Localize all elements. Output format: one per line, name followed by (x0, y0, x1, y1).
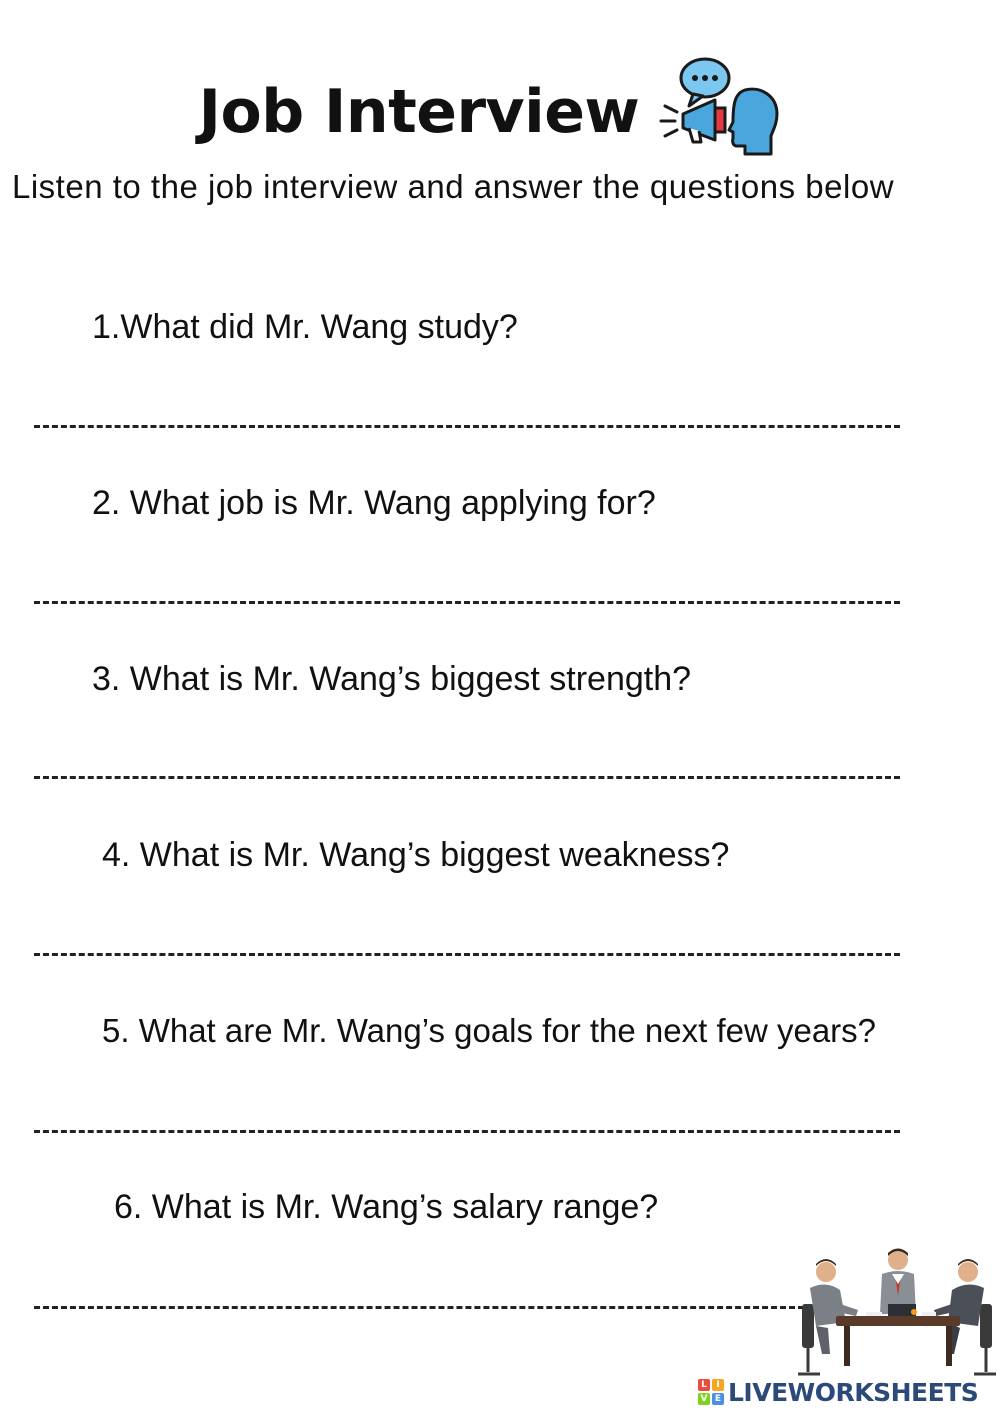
logo-letter-v: V (698, 1393, 710, 1405)
question-5: 5. What are Mr. Wang’s goals for the next few years? (102, 1012, 877, 1049)
page-title: Job Interview (198, 77, 640, 147)
question-6: 6. What is Mr. Wang’s salary range? (114, 1188, 659, 1226)
answer-line-2[interactable] (34, 601, 900, 604)
instructions: Listen to the job interview and answer the questions below (12, 168, 895, 205)
liveworksheets-logo (698, 1374, 978, 1410)
brand-name: LIVEWORKSHEETS (728, 1377, 979, 1407)
answer-line-6[interactable] (34, 1306, 804, 1309)
business-meeting-illustration (796, 1244, 1000, 1384)
logo-letter-i: I (712, 1379, 724, 1391)
answer-line-3[interactable] (34, 776, 900, 779)
question-1: 1.What did Mr. Wang study? (92, 308, 518, 346)
speaking-head-megaphone-icon (653, 56, 781, 156)
logo-letter-l: L (698, 1379, 710, 1391)
question-4: 4. What is Mr. Wang’s biggest weakness? (102, 836, 730, 874)
answer-line-1[interactable] (34, 425, 900, 428)
question-2: 2. What job is Mr. Wang applying for? (92, 484, 656, 522)
question-3: 3. What is Mr. Wang’s biggest strength? (92, 660, 692, 698)
answer-line-5[interactable] (34, 1130, 900, 1133)
page-title-row (0, 62, 980, 162)
answer-line-4[interactable] (34, 953, 900, 956)
logo-letter-e: E (712, 1393, 724, 1405)
liveworksheets-mark-icon (698, 1379, 724, 1405)
